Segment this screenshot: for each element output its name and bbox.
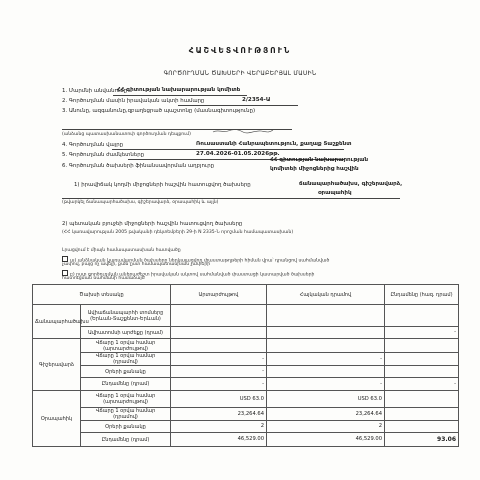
note-line-b1-text: բ) ըստ գործուղման անհրաժեշտ իրավական ակտով սահմանված փաստացի կատարված ծախսերի xyxy=(70,272,315,278)
field-6-sub-note: (թվարկել ճանապարհածախս, գիշերավարձ, օրապահիկ և այլն) xyxy=(62,200,219,205)
amd-cell xyxy=(267,327,385,339)
expense-item-cell: Օրերի քանակը xyxy=(81,366,171,378)
field-6-value-line2: կոմիտեի միջոցներից հաշվին xyxy=(270,166,359,172)
table-body xyxy=(33,305,459,447)
field-2-value: 2/2354-Ա xyxy=(242,97,271,103)
total-cell xyxy=(385,339,459,353)
total-cell xyxy=(385,366,459,378)
total-cell xyxy=(385,391,459,408)
total-cell xyxy=(385,421,459,433)
field-6-sub-label: 1) իրավիճակ կողմի միջոցների հաշվին հատուցվող ծախսերը xyxy=(74,182,251,188)
table-row xyxy=(33,366,459,378)
total-cell: - xyxy=(385,327,459,339)
table-row xyxy=(33,327,459,339)
expense-item-cell: Վճարը 1 օրվա համար (արտարժույթով) xyxy=(81,339,171,353)
header-amd: Հայկական դրամով xyxy=(267,285,385,305)
expense-item-cell: Վճարը 1 օրվա համար (դրամով) xyxy=(81,353,171,366)
note-heading: Լրացվում է միայն համապատասխան հատվածը xyxy=(62,248,181,253)
field-3-label: 3. Անունը, ազգանունը,զբաղեցրած պաշտոնը (մասնագիտությունը) xyxy=(62,108,256,114)
field-6-label: 6. Գործուղման ծախսերի ֆինանսավորման աղբյուրը xyxy=(62,163,215,169)
field-2-underline xyxy=(178,105,298,106)
foreign-currency-cell: 46,529.00 xyxy=(171,433,267,447)
field-6-sub-value-line1: ճանապարհածախս, գիշերավարձ, xyxy=(299,181,403,187)
handwritten-mark xyxy=(212,119,274,125)
foreign-currency-cell: - xyxy=(171,353,267,366)
table-row xyxy=(33,353,459,366)
header-foreign-currency: Արտարժույթով xyxy=(171,285,267,305)
foreign-currency-cell: - xyxy=(171,378,267,391)
budget-expenses-line: 2) պետական բյուջեի միջոցների հաշվին հատուցվող ծախսերը xyxy=(62,221,243,227)
foreign-currency-cell xyxy=(171,339,267,353)
total-cell xyxy=(385,408,459,421)
table-row xyxy=(33,339,459,353)
expense-item-cell: Վճարը 1 օրվա համար (արտարժույթով) xyxy=(81,391,171,408)
field-6-value-line1: ՀՀ գիտության նախարարության xyxy=(270,157,369,163)
note-line-a1-text: ա) անձնական կառավարման ծախսերը ներկայացվող փաստաթղթերի հիման վրա՝ դրանցով սահմանված xyxy=(70,258,330,264)
expense-item-cell: Օրերի քանակը xyxy=(81,421,171,433)
table-row xyxy=(33,378,459,391)
amd-cell: 46,529.00 xyxy=(267,433,385,447)
amd-cell: 23,264.64 xyxy=(267,408,385,421)
expenses-table xyxy=(32,284,459,447)
foreign-currency-cell xyxy=(171,305,267,327)
field-5-label: 5. Գործուղման ժամկետները xyxy=(62,152,145,158)
foreign-currency-cell: 2 xyxy=(171,421,267,433)
amd-cell xyxy=(267,339,385,353)
field-2-label: 2. Գործուղման մասին իրավական ակտի համարը xyxy=(62,98,205,104)
field-6-underline xyxy=(62,198,400,199)
table-row xyxy=(33,421,459,433)
field-6-sub-value-line2: օրապահիկ xyxy=(318,190,352,196)
total-cell xyxy=(385,353,459,366)
header-total: Ընդամենը (հազ. դրամ) xyxy=(385,285,459,305)
table-row xyxy=(33,305,459,327)
foreign-currency-cell: - xyxy=(171,366,267,378)
government-decision-line: (ՀՀ կառավարության 2005 թվականի դեկտեմբերի 29-ի N 2335-Ն որոշման համապատասխան) xyxy=(62,230,294,235)
amd-cell: USD 63.0 xyxy=(267,391,385,408)
expense-group-cell: Ճանապարհածախս xyxy=(33,305,81,339)
expense-item-cell: Ավիատոմսի արժեքը (դրամ) xyxy=(81,327,171,339)
expense-item-cell: Ընդամենը (դրամ) xyxy=(81,433,171,447)
table-row xyxy=(33,391,459,408)
table-row xyxy=(33,433,459,447)
expense-group-cell: Օրապահիկ xyxy=(33,391,81,447)
expense-item-cell: Վճարը 1 օրվա համար (դրամով) xyxy=(81,408,171,421)
expense-group-cell: Գիշերավարձ xyxy=(33,339,81,391)
expense-item-cell: Ավիաճանապարհի տոմսերը (Երևան-Տաշքենտ-Երևան) xyxy=(81,305,171,327)
amd-cell xyxy=(267,305,385,327)
field-4-value: Ռուսաստանի Հանրապետություն, քաղաք Տաշքենտ xyxy=(196,141,352,147)
field-1-value: ՀՀ գիտության նախարարության կոմիտե xyxy=(117,87,241,93)
table-row xyxy=(33,408,459,421)
note-line-b2: հատուցման սահմանի համաձայն xyxy=(62,276,145,281)
foreign-currency-cell: USD 63.0 xyxy=(171,391,267,408)
field-1-underline xyxy=(113,95,247,96)
total-cell xyxy=(385,305,459,327)
table-header-row xyxy=(33,285,459,305)
foreign-currency-cell xyxy=(171,327,267,339)
document-title: ՀԱՇՎԵՏՎՈՒԹՅՈՒՆ xyxy=(188,46,292,55)
amd-cell xyxy=(267,366,385,378)
foreign-currency-cell: 23,264.64 xyxy=(171,408,267,421)
expense-item-cell: Ընդամենը (դրամ) xyxy=(81,378,171,391)
total-cell: 93.06 xyxy=(385,433,459,447)
field-4-underline xyxy=(112,149,344,150)
amd-cell: - xyxy=(267,378,385,391)
amd-cell: - xyxy=(267,353,385,366)
total-cell: - xyxy=(385,378,459,391)
field-3-note: (անձանց պատասխանատուի գործուղման դեպքում) xyxy=(62,132,191,137)
document-subtitle: ԳՈՐԾՈՒՂՄԱՆ ԾԱԽՍԵՐԻ ՎԵՐԱԲԵՐՅԱԼ ՄԱՍԻՆ xyxy=(163,71,317,77)
amd-cell: 2 xyxy=(267,421,385,433)
field-1-label: 1. Մարմնի անվանումը xyxy=(62,88,128,94)
field-4-label: 4. Գործուղման վայրը xyxy=(62,142,124,148)
field-5-value: 27.04.2026-01.05.2026թթ. xyxy=(196,151,280,157)
note-line-a2: չափով, բայց ոչ ավելի, քան ըստ համապատասխան չափերի xyxy=(62,262,211,267)
header-expense-type: Ծախսի տեսակը xyxy=(33,285,171,305)
